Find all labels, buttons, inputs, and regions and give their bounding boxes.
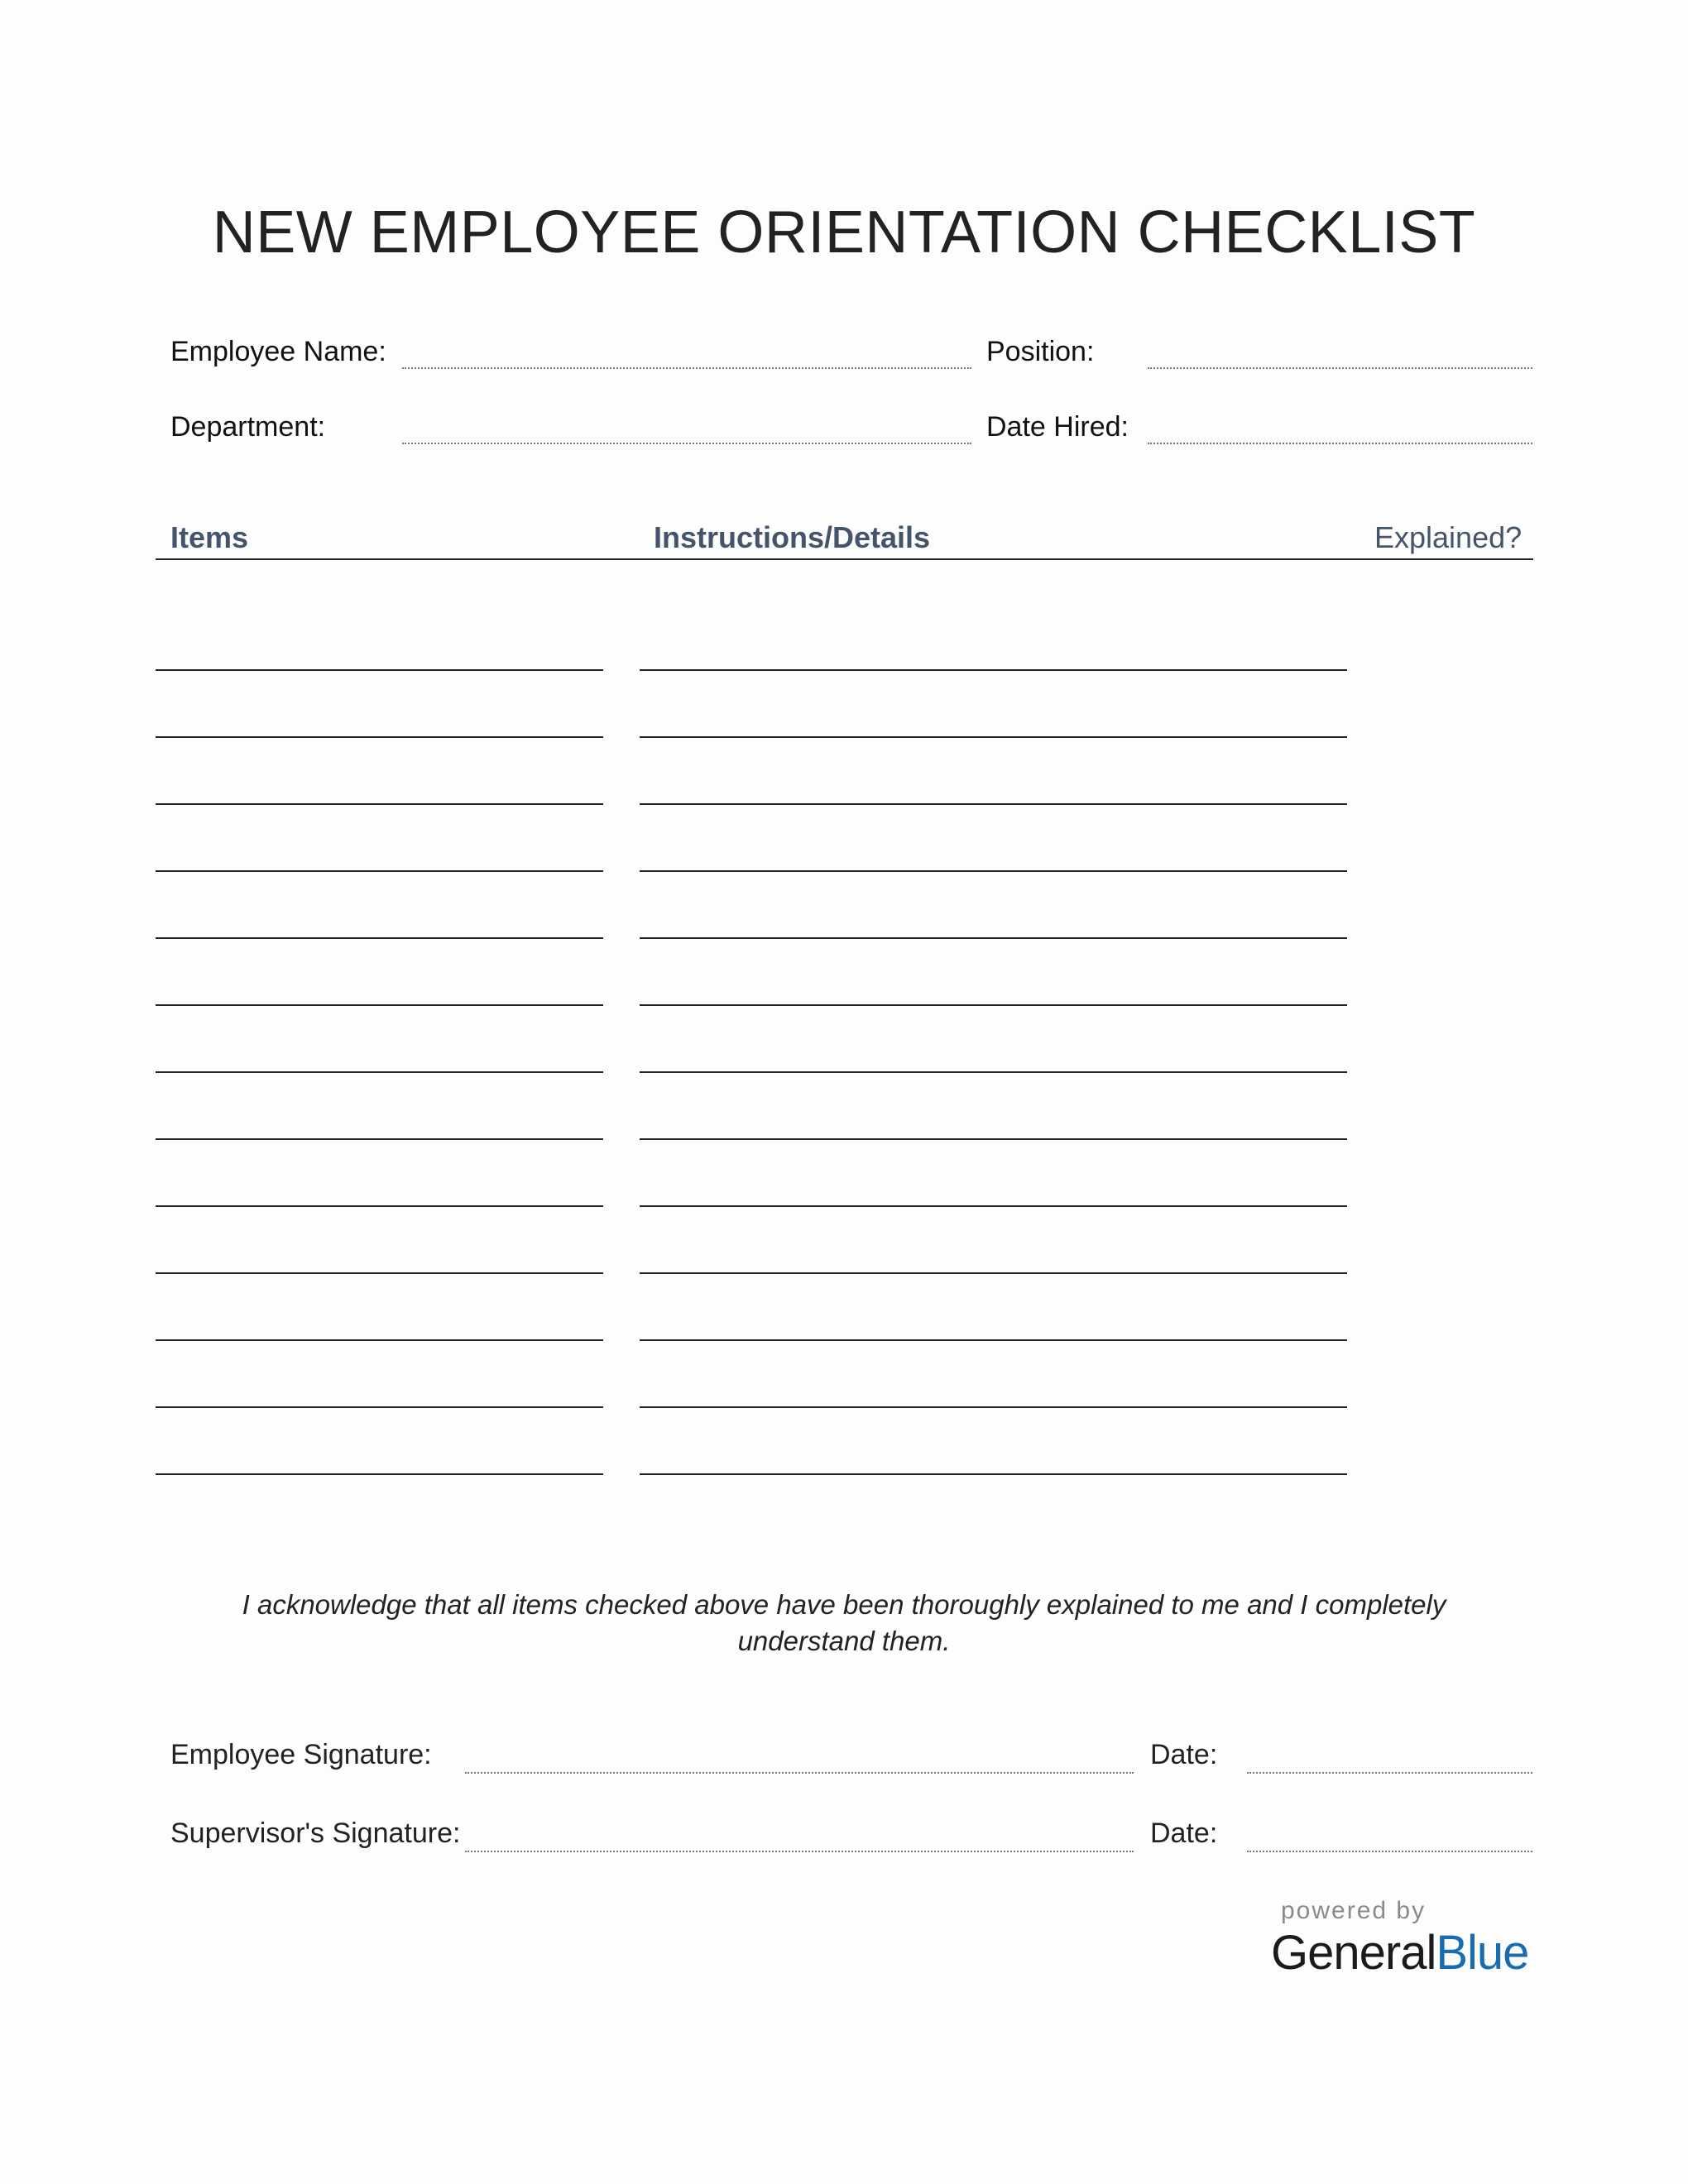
logo-general-text: General — [1271, 1926, 1436, 1980]
item-line[interactable] — [156, 1004, 603, 1006]
instructions-line[interactable] — [640, 1272, 1347, 1274]
supervisor-signature-field[interactable] — [465, 1851, 1134, 1852]
instructions-line[interactable] — [640, 937, 1347, 939]
employee-name-field[interactable] — [402, 367, 971, 369]
instructions-line[interactable] — [640, 870, 1347, 872]
supervisor-date-field[interactable] — [1247, 1851, 1532, 1852]
acknowledgement-text: I acknowledge that all items checked above have been thoroughly explained to me and I completely understand them. — [242, 1589, 1446, 1656]
document-title: NEW EMPLOYEE ORIENTATION CHECKLIST — [212, 199, 1476, 266]
item-line[interactable] — [156, 669, 603, 671]
instructions-line[interactable] — [640, 803, 1347, 805]
explained-column-header: Explained? — [1374, 520, 1523, 554]
employee-signature-label: Employee Signature: — [170, 1739, 432, 1770]
powered-by-text: powered by — [1281, 1897, 1427, 1924]
employee-name-label: Employee Name: — [170, 336, 386, 367]
employee-date-field[interactable] — [1247, 1772, 1532, 1774]
item-line[interactable] — [156, 1339, 603, 1341]
date-hired-label: Date Hired: — [986, 411, 1129, 443]
item-line[interactable] — [156, 1406, 603, 1408]
item-line[interactable] — [156, 1071, 603, 1073]
date-hired-field[interactable] — [1148, 443, 1532, 444]
employee-date-label: Date: — [1150, 1739, 1218, 1770]
instructions-line[interactable] — [640, 1339, 1347, 1341]
instructions-line[interactable] — [640, 1004, 1347, 1006]
instructions-line[interactable] — [640, 736, 1347, 738]
header-rule — [156, 558, 1533, 560]
position-label: Position: — [986, 336, 1095, 367]
logo-blue-text: Blue — [1436, 1926, 1529, 1980]
item-line[interactable] — [156, 937, 603, 939]
item-line[interactable] — [156, 1272, 603, 1274]
instructions-line[interactable] — [640, 1205, 1347, 1207]
items-column-header: Items — [170, 520, 249, 554]
instructions-line[interactable] — [640, 1071, 1347, 1073]
item-line[interactable] — [156, 1473, 603, 1475]
item-line[interactable] — [156, 870, 603, 872]
instructions-column-header: Instructions/Details — [654, 520, 931, 554]
item-line[interactable] — [156, 1138, 603, 1140]
instructions-line[interactable] — [640, 1473, 1347, 1475]
item-line[interactable] — [156, 736, 603, 738]
instructions-line[interactable] — [640, 669, 1347, 671]
instructions-line[interactable] — [640, 1138, 1347, 1140]
supervisor-date-label: Date: — [1150, 1818, 1218, 1849]
employee-signature-field[interactable] — [465, 1772, 1134, 1774]
department-field[interactable] — [402, 443, 971, 444]
position-field[interactable] — [1148, 367, 1532, 369]
instructions-line[interactable] — [640, 1406, 1347, 1408]
item-line[interactable] — [156, 803, 603, 805]
generalblue-logo — [1271, 1926, 1529, 1980]
department-label: Department: — [170, 411, 326, 443]
item-line[interactable] — [156, 1205, 603, 1207]
supervisor-signature-label: Supervisor's Signature: — [170, 1818, 461, 1849]
